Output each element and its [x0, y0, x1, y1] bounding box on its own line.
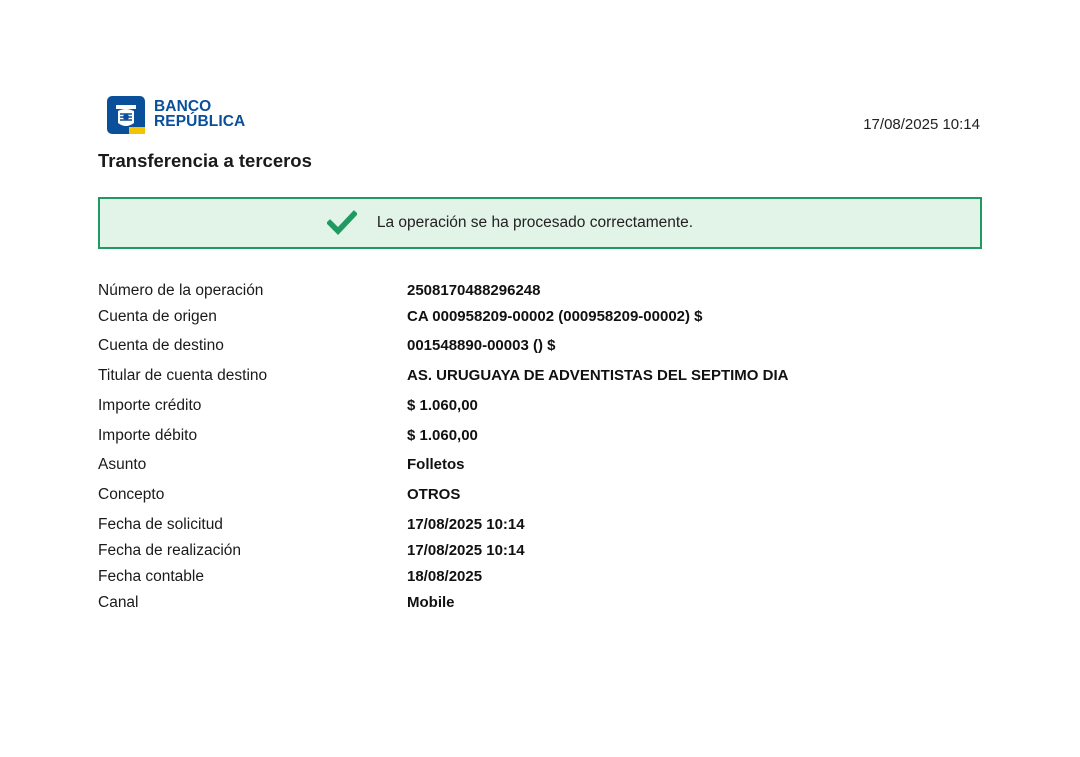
detail-row-debit-amount: [98, 427, 978, 449]
detail-value: 18/08/2025: [407, 568, 483, 585]
detail-value: 17/08/2025 10:14: [407, 516, 525, 533]
detail-value: $ 1.060,00: [407, 397, 478, 414]
detail-label: Fecha de solicitud: [98, 516, 223, 533]
detail-label: Importe crédito: [98, 397, 202, 414]
detail-value: Folletos: [407, 456, 465, 473]
detail-row-execution-date: [98, 542, 978, 564]
bank-name-line2: REPÚBLICA: [154, 113, 246, 130]
detail-label: Importe débito: [98, 427, 198, 444]
detail-label: Fecha contable: [98, 568, 204, 585]
detail-value: $ 1.060,00: [407, 427, 478, 444]
success-message: La operación se ha procesado correctamente.: [376, 214, 694, 231]
detail-label: Canal: [98, 594, 139, 611]
detail-row-request-date: [98, 516, 978, 538]
detail-row-accounting-date: [98, 568, 978, 590]
detail-value: CA 000958209-00002 (000958209-00002) $: [407, 308, 703, 325]
detail-label: Titular de cuenta destino: [98, 367, 268, 384]
detail-value: OTROS: [407, 486, 461, 503]
detail-row-credit-amount: [98, 397, 978, 419]
bank-name: [154, 99, 245, 129]
bank-logo: [107, 96, 245, 134]
bank-emblem-icon: [107, 96, 145, 134]
detail-value: AS. URUGUAYA DE ADVENTISTAS DEL SEPTIMO DIA: [407, 367, 789, 384]
detail-value: 001548890-00003 () $: [407, 337, 556, 354]
page-title: Transferencia a terceros: [98, 150, 312, 171]
detail-label: Cuenta de destino: [98, 337, 224, 354]
checkmark-icon: [327, 210, 357, 236]
detail-row-destination-account: [98, 337, 978, 359]
success-banner: [98, 197, 982, 249]
detail-label: Número de la operación: [98, 282, 264, 299]
detail-row-operation-number: [98, 282, 978, 304]
detail-row-subject: [98, 456, 978, 478]
detail-label: Asunto: [98, 456, 147, 473]
detail-label: Fecha de realización: [98, 542, 242, 559]
detail-row-source-account: [98, 308, 978, 330]
detail-label: Concepto: [98, 486, 165, 503]
detail-value: Mobile: [407, 594, 455, 611]
detail-row-channel: [98, 594, 978, 616]
detail-row-concept: [98, 486, 978, 508]
detail-label: Cuenta de origen: [98, 308, 217, 325]
bank-name-line1: BANCO: [154, 98, 212, 115]
print-timestamp: 17/08/2025 10:14: [863, 116, 980, 133]
detail-value: 2508170488296248: [407, 282, 541, 299]
detail-value: 17/08/2025 10:14: [407, 542, 525, 559]
detail-row-destination-holder: [98, 367, 978, 389]
